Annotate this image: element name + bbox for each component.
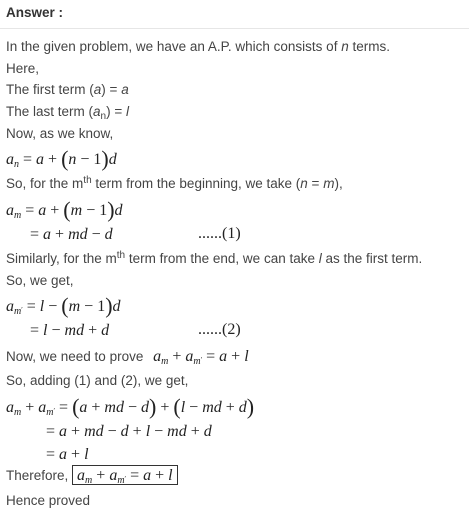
adding-line: So, adding (1) and (2), we get,	[6, 373, 189, 388]
first-term-line: The first term (a) = a	[6, 82, 129, 97]
prove-expression: $a_m + a_{m'} = a + l$	[153, 348, 249, 367]
equation-am-prime-simplified: = l − md + d	[30, 322, 110, 339]
equation-tag-1: ......(1)	[198, 225, 241, 242]
now-we-know-line: Now, as we know,	[6, 126, 114, 141]
final-result-box: $a_m + a_{m'} = a + l$	[72, 465, 178, 485]
equation-am-prime: $a_{m'} = l - (m - 1)d$	[6, 293, 121, 318]
equation-an: $a_n = a + (n - 1)d$	[6, 146, 117, 171]
equation-tag-2: ......(2)	[198, 321, 241, 338]
equation-am: $a_m = a + (m - 1)d$	[6, 197, 123, 222]
therefore-line: Therefore, $a_m + a_{m'} = a + l$	[6, 467, 178, 485]
mth-from-beginning-line: So, for the $m^{th}$ term from the beginning, we take (n = m),	[6, 175, 343, 191]
intro-line: In the given problem, we have an A.P. which consists of n terms.	[6, 39, 391, 54]
answer-heading: Answer :	[6, 5, 64, 20]
so-we-get-line: So, we get,	[6, 273, 74, 288]
equation-sum: $a_m + a_{m'} = (a$ + md − d) + (l − md + d)	[6, 394, 255, 419]
similarly-line: Similarly, for the $m^{th}$ term from the end, we can take l as the first term.	[6, 250, 423, 266]
equation-sum-expanded: = a + md − d + l − md + d	[46, 423, 212, 440]
hence-proved-line: Hence proved	[6, 493, 91, 508]
here-line: Here,	[6, 61, 40, 76]
need-to-prove-line: Now, we need to prove $a_m + a_{m'} = a + l$	[6, 348, 249, 367]
equation-am-simplified: = a + md − d	[30, 226, 113, 243]
heading-divider	[0, 28, 469, 29]
last-term-line: The last term $(a_n) = l$	[6, 104, 130, 122]
equation-sum-result: = a + l	[46, 446, 89, 463]
